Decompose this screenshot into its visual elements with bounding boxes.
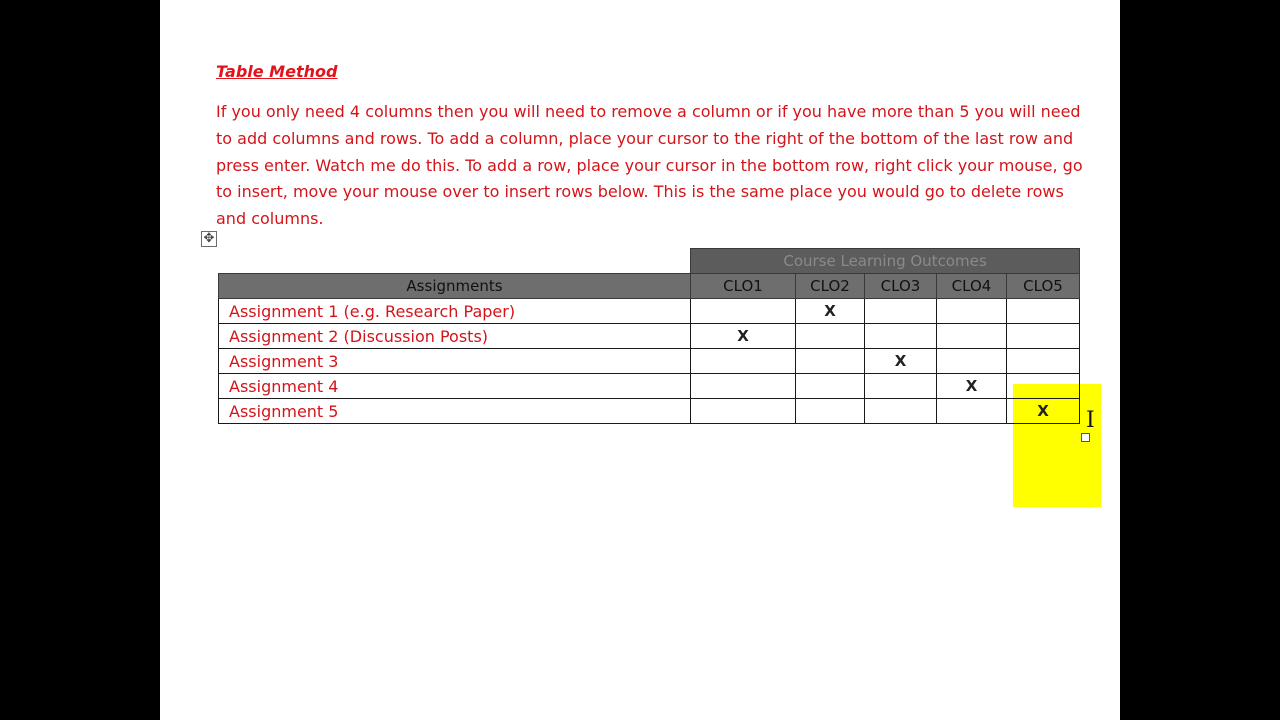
table-resize-handle-icon[interactable] (1081, 433, 1090, 442)
document-heading: Table Method (216, 62, 338, 81)
assignment-cell[interactable]: Assignment 1 (e.g. Research Paper) (219, 299, 691, 324)
column-header-row (219, 274, 1080, 299)
clo5-header[interactable]: CLO5 (1007, 274, 1080, 299)
instruction-paragraph: If you only need 4 columns then you will need to remove a column or if you have more than 5 you will need to add columns and rows. To add a column, place your cursor to the right of the bottom of the last row and press enter. Watch me do this. To add a row, place your cursor in the bottom row, right click your mouse, go to insert, move your mouse over to insert rows below. This is the same place you would go to delete rows and columns. (216, 102, 1083, 229)
clo-cell[interactable]: X (1007, 399, 1080, 424)
clo-cell[interactable] (691, 399, 796, 424)
clo-cell[interactable]: X (865, 349, 937, 374)
clo-cell[interactable] (1007, 324, 1080, 349)
blank-cell (219, 249, 691, 274)
clo-cell[interactable] (937, 349, 1007, 374)
assignment-cell[interactable]: Assignment 2 (Discussion Posts) (219, 324, 691, 349)
table-row (219, 374, 1080, 399)
table-row (219, 299, 1080, 324)
text-cursor-icon: I (1086, 408, 1095, 433)
table-move-handle-icon[interactable]: ✥ (201, 231, 217, 247)
clo-cell[interactable] (937, 399, 1007, 424)
assignments-header[interactable]: Assignments (219, 274, 691, 299)
clo-cell[interactable] (937, 324, 1007, 349)
clo-cell[interactable] (796, 349, 865, 374)
clo3-header[interactable]: CLO3 (865, 274, 937, 299)
course-learning-outcomes-header[interactable]: Course Learning Outcomes (691, 249, 1080, 274)
clo-cell[interactable] (796, 324, 865, 349)
clo-cell[interactable]: X (691, 324, 796, 349)
super-header-row (219, 249, 1080, 274)
assignment-cell[interactable]: Assignment 5 (219, 399, 691, 424)
table-row (219, 324, 1080, 349)
table-row (219, 349, 1080, 374)
clo-cell[interactable]: X (796, 299, 865, 324)
clo4-header[interactable]: CLO4 (937, 274, 1007, 299)
clo-cell[interactable] (1007, 349, 1080, 374)
clo2-header[interactable]: CLO2 (796, 274, 865, 299)
table-row (219, 399, 1080, 424)
clo-cell[interactable] (796, 374, 865, 399)
clo1-header[interactable]: CLO1 (691, 274, 796, 299)
assignment-cell[interactable]: Assignment 4 (219, 374, 691, 399)
assignment-cell[interactable]: Assignment 3 (219, 349, 691, 374)
clo-cell[interactable] (796, 399, 865, 424)
clo-cell[interactable] (865, 374, 937, 399)
clo-cell[interactable]: X (937, 374, 1007, 399)
clo-cell[interactable] (865, 299, 937, 324)
clo-cell[interactable] (691, 374, 796, 399)
clo-cell[interactable] (937, 299, 1007, 324)
clo-cell[interactable] (691, 299, 796, 324)
clo-table (218, 248, 1080, 424)
clo-cell[interactable] (865, 399, 937, 424)
clo-cell[interactable] (1007, 374, 1080, 399)
clo-cell[interactable] (691, 349, 796, 374)
clo-cell[interactable] (865, 324, 937, 349)
clo-cell[interactable] (1007, 299, 1080, 324)
